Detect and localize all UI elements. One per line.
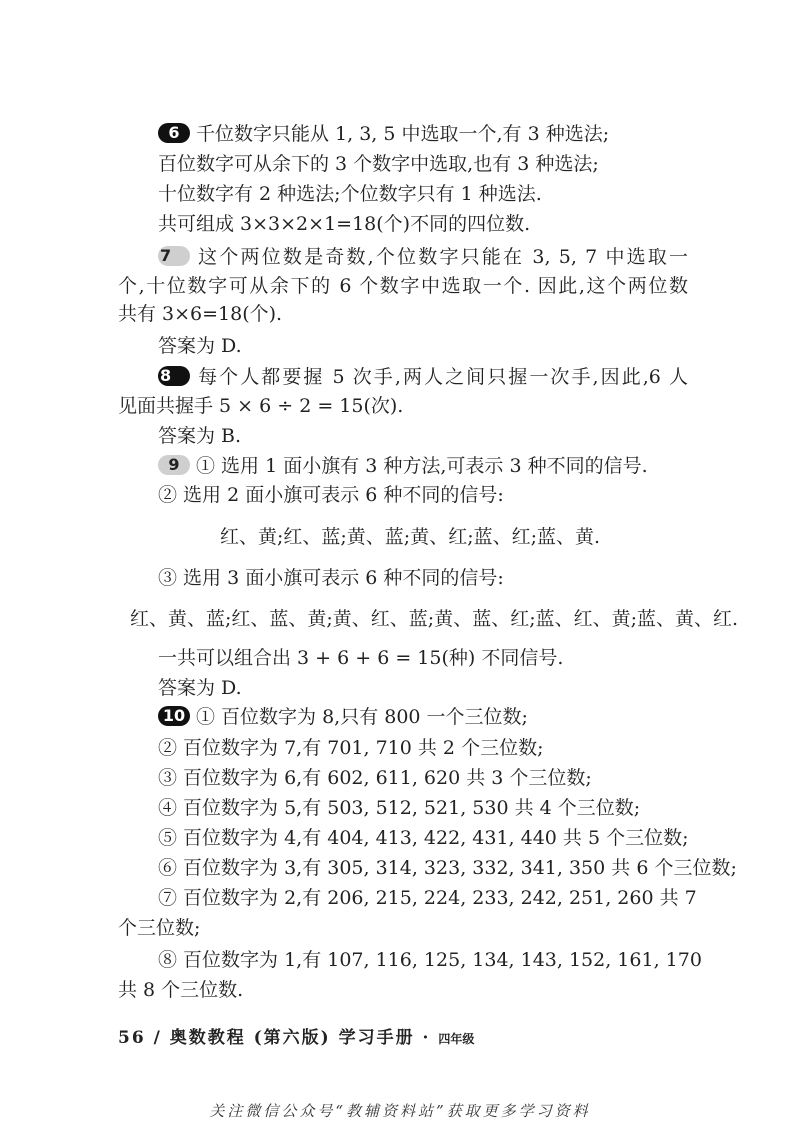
line-text: 共可组成 3×3×2×1=18(个)不同的四位数. bbox=[158, 213, 531, 235]
line-text: 答案为 B. bbox=[158, 425, 242, 447]
text-line bbox=[158, 703, 528, 731]
line-text: 红、黄;红、蓝;黄、蓝;黄、红;蓝、红;蓝、黄. bbox=[220, 526, 601, 548]
text-line bbox=[158, 564, 504, 592]
question-number-badge: 8 bbox=[158, 366, 190, 386]
text-line bbox=[158, 481, 504, 509]
line-text: ② 选用 2 面小旗可表示 6 种不同的信号: bbox=[158, 484, 504, 506]
line-text: 十位数字有 2 种选法;个位数字只有 1 种选法. bbox=[158, 183, 542, 205]
line-text: ④ 百位数字为 5,有 503, 512, 521, 530 共 4 个三位数; bbox=[158, 797, 641, 819]
line-text: 百位数字可从余下的 3 个数字中选取,也有 3 种选法; bbox=[158, 153, 599, 175]
line-text: 个,十位数字可从余下的 6 个数字中选取一个. 因此,这个两位数 bbox=[118, 275, 688, 297]
text-line bbox=[158, 243, 688, 271]
line-text: 共 8 个三位数. bbox=[118, 979, 244, 1001]
text-line bbox=[118, 914, 200, 942]
line-text: 千位数字只能从 1, 3, 5 中选取一个,有 3 种选法; bbox=[196, 123, 610, 145]
line-text: 共有 3×6=18(个). bbox=[118, 303, 283, 325]
question-number-badge: 7 bbox=[158, 246, 190, 266]
line-text: ⑧ 百位数字为 1,有 107, 116, 125, 134, 143, 152, 161, 170 bbox=[158, 949, 702, 971]
line-text: ① 百位数字为 8,只有 800 一个三位数; bbox=[196, 706, 528, 728]
footer-grade: 四年级 bbox=[438, 1032, 475, 1046]
line-text: 答案为 D. bbox=[158, 335, 242, 357]
line-text: 一共可以组合出 3 + 6 + 6 = 15(种) 不同信号. bbox=[158, 647, 564, 669]
text-line bbox=[158, 363, 688, 391]
question-number-badge: 9 bbox=[158, 455, 190, 475]
text-line bbox=[158, 674, 242, 702]
line-text: ② 百位数字为 7,有 701, 710 共 2 个三位数; bbox=[158, 737, 544, 759]
text-line bbox=[158, 854, 737, 882]
text-line bbox=[158, 884, 697, 912]
text-line bbox=[158, 794, 640, 822]
line-text: ⑤ 百位数字为 4,有 404, 413, 422, 431, 440 共 5 个三位数; bbox=[158, 827, 689, 849]
text-line bbox=[118, 272, 688, 300]
footer-title: 56 / 奥数教程 (第六版) 学习手册 · bbox=[118, 1028, 431, 1048]
text-line bbox=[158, 946, 702, 974]
text-line bbox=[118, 976, 243, 1004]
line-text: 个三位数; bbox=[118, 917, 201, 939]
text-line bbox=[158, 120, 609, 148]
text-line bbox=[158, 452, 648, 480]
text-line bbox=[118, 392, 403, 420]
watermark-text: 关注微信公众号“教辅资料站”获取更多学习资料 bbox=[209, 1102, 591, 1120]
text-line bbox=[130, 605, 738, 633]
question-number-badge: 6 bbox=[158, 123, 190, 143]
line-text: 每个人都要握 5 次手,两人之间只握一次手,因此,6 人 bbox=[196, 366, 688, 388]
text-line bbox=[158, 180, 542, 208]
line-text: 红、黄、蓝;红、蓝、黄;黄、红、蓝;黄、蓝、红;蓝、红、黄;蓝、黄、红. bbox=[130, 608, 739, 630]
line-text: ① 选用 1 面小旗有 3 种方法,可表示 3 种不同的信号. bbox=[196, 455, 648, 477]
text-line bbox=[158, 644, 563, 672]
line-text: ③ 百位数字为 6,有 602, 611, 620 共 3 个三位数; bbox=[158, 767, 592, 789]
line-text: ③ 选用 3 面小旗可表示 6 种不同的信号: bbox=[158, 567, 504, 589]
line-text: 这个两位数是奇数,个位数字只能在 3, 5, 7 中选取一 bbox=[196, 246, 688, 268]
text-line bbox=[158, 150, 599, 178]
text-line bbox=[118, 300, 282, 328]
text-line bbox=[158, 824, 688, 852]
line-text: ⑦ 百位数字为 2,有 206, 215, 224, 233, 242, 251, 260 共 7 bbox=[158, 887, 697, 909]
text-line bbox=[158, 764, 592, 792]
text-line bbox=[158, 210, 530, 238]
text-line bbox=[158, 734, 543, 762]
question-number-badge: 10 bbox=[158, 706, 190, 726]
line-text: ⑥ 百位数字为 3,有 305, 314, 323, 332, 341, 350 共 6 个三位数; bbox=[158, 857, 737, 879]
page-footer bbox=[118, 1023, 474, 1048]
text-line bbox=[158, 422, 241, 450]
text-line bbox=[220, 523, 600, 551]
line-text: 见面共握手 5 × 6 ÷ 2 = 15(次). bbox=[118, 395, 404, 417]
text-line bbox=[158, 332, 242, 360]
line-text: 答案为 D. bbox=[158, 677, 242, 699]
